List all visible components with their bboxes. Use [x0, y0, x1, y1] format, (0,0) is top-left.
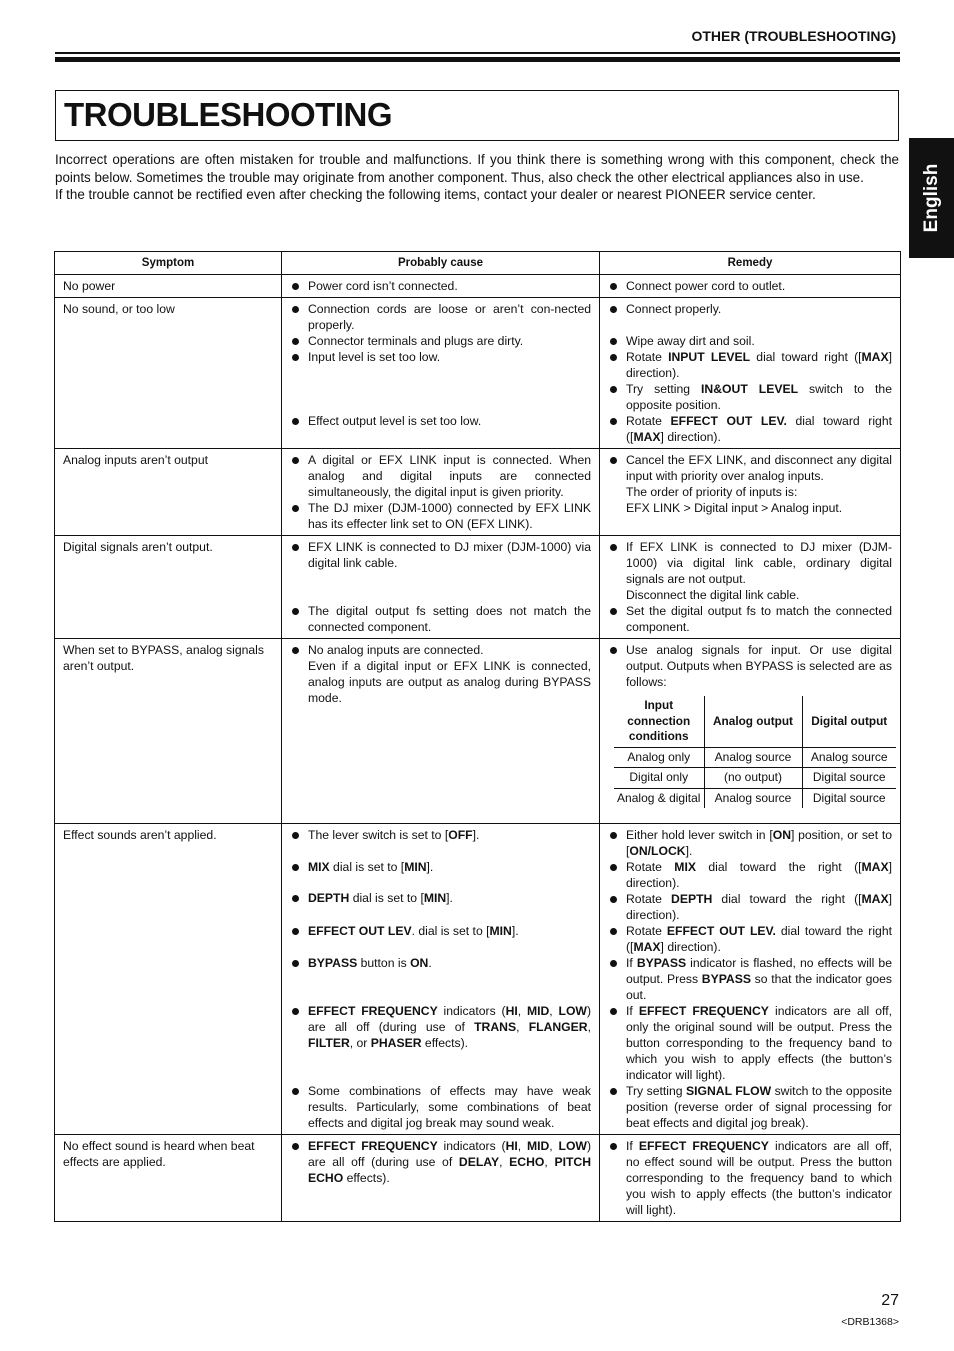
- cause-item: EFFECT FREQUENCY indicators (HI, MID, LOW) are all off (during use of DELAY, ECHO, PITCH ECHO effects).: [290, 1138, 591, 1186]
- spacer: [290, 365, 591, 413]
- symptom-cell: No effect sound is heard when beat effects are applied.: [55, 1135, 282, 1222]
- intro-text: [55, 151, 899, 204]
- remedy-item: Rotate EFFECT OUT LEV. dial toward the right ([MAX] direction).: [608, 923, 892, 955]
- remedy-item: Cancel the EFX LINK, and disconnect any digital input with priority over analog inputs. The order of priority of inputs is: EFX LINK > Digital input > Analog input.: [608, 452, 892, 516]
- spacer: [290, 1051, 591, 1083]
- cause-item: The DJ mixer (DJM-1000) connected by EFX LINK has its effecter link set to ON (EFX LINK).: [290, 500, 591, 532]
- remedy-item: If EFX LINK is connected to DJ mixer (DJM-1000) via digital link cable, ordinary digital signals are not output. Disconnect the digital link cable.: [608, 539, 892, 603]
- bypass-cell: Analog & digital: [614, 788, 704, 808]
- spacer: [290, 571, 591, 603]
- bypass-cell: Digital source: [802, 768, 896, 789]
- remedy-cell: [600, 639, 901, 824]
- table-row: [55, 536, 901, 639]
- spacer: [290, 971, 591, 1003]
- remedy-item: Rotate EFFECT OUT LEV. dial toward right ([MAX] direction).: [608, 413, 892, 445]
- language-tab: [909, 138, 954, 258]
- intro-paragraph-1: Incorrect operations are often mistaken for trouble and malfunctions. If you think there is something wrong with this component, check the points below. Sometimes the trouble may originate from another component. Thus, also check the other electrical appliances also in use.: [55, 152, 899, 185]
- table-row: [55, 1135, 901, 1222]
- header-rule-thick: [55, 57, 900, 62]
- section-title: OTHER (TROUBLESHOOTING): [691, 28, 896, 44]
- table-row: [55, 275, 901, 298]
- bypass-header-input: Input connection conditions: [614, 696, 704, 747]
- cause-item: The lever switch is set to [OFF].: [290, 827, 591, 843]
- remedy-item: Set the digital output fs to match the connected component.: [608, 603, 892, 635]
- cause-item: No analog inputs are connected. Even if a digital input or EFX LINK is connected, analog inputs are output as analog during BYPASS mode.: [290, 642, 591, 706]
- bypass-cell: Digital only: [614, 768, 704, 789]
- intro-paragraph-2: If the trouble cannot be rectified even after checking the following items, contact your dealer or nearest PIONEER service center.: [55, 187, 816, 203]
- remedy-item: If EFFECT FREQUENCY indicators are all off, only the original sound will be output. Press the button corresponding to the frequency band to which you wish to apply effects (the button’s indicator will light).: [608, 1003, 892, 1083]
- cause-item: The digital output fs setting does not match the connected component.: [290, 603, 591, 635]
- spacer: [290, 939, 591, 955]
- cause-cell: [282, 449, 600, 536]
- cause-cell: [282, 275, 600, 298]
- bypass-cell: Analog source: [704, 788, 802, 808]
- header-rule-thin: [55, 52, 900, 54]
- cause-cell: [282, 298, 600, 449]
- remedy-item: Rotate INPUT LEVEL dial toward right ([MAX] direction).: [608, 349, 892, 381]
- cause-item: MIX dial is set to [MIN].: [290, 859, 591, 875]
- remedy-item: Either hold lever switch in [ON] position, or set to [ON/LOCK].: [608, 827, 892, 859]
- remedy-cell: [600, 449, 901, 536]
- cause-item: Connector terminals and plugs are dirty.: [290, 333, 591, 349]
- bypass-cell: Analog source: [802, 747, 896, 768]
- remedy-item: Wipe away dirt and soil.: [608, 333, 892, 349]
- remedy-item: If BYPASS indicator is flashed, no effects will be output. Press BYPASS so that the indicator goes out.: [608, 955, 892, 1003]
- remedy-item: Rotate MIX dial toward the right ([MAX] direction).: [608, 859, 892, 891]
- cause-item: EFX LINK is connected to DJ mixer (DJM-1000) via digital link cable.: [290, 539, 591, 571]
- table-header-row: [55, 252, 901, 275]
- cause-item: A digital or EFX LINK input is connected. When analog and digital inputs are connected simultaneously, the digital input is given priority.: [290, 452, 591, 500]
- cause-item: BYPASS button is ON.: [290, 955, 591, 971]
- table-row: [55, 824, 901, 1135]
- symptom-cell: No sound, or too low: [55, 298, 282, 449]
- cause-cell: [282, 824, 600, 1135]
- cause-item: Input level is set too low.: [290, 349, 591, 365]
- remedy-item: Connect power cord to outlet.: [608, 278, 892, 294]
- cause-cell: [282, 536, 600, 639]
- bypass-row: [614, 747, 896, 768]
- remedy-cell: [600, 536, 901, 639]
- bypass-row: [614, 788, 896, 808]
- spacer: [608, 317, 892, 333]
- cause-item: Effect output level is set too low.: [290, 413, 591, 429]
- bypass-row: [614, 768, 896, 789]
- bypass-cell: (no output): [704, 768, 802, 789]
- cause-item: DEPTH dial is set to [MIN].: [290, 890, 591, 906]
- cause-item: Connection cords are loose or aren’t con-nected properly.: [290, 301, 591, 333]
- spacer: [290, 843, 591, 859]
- cause-item: Some combinations of effects may have weak results. Particularly, some combinations of beat effects and digital jog break may sound weak.: [290, 1083, 591, 1131]
- bypass-cell: Analog only: [614, 747, 704, 768]
- bypass-header-row: [614, 696, 896, 747]
- remedy-item: Connect properly.: [608, 301, 892, 317]
- title-box: [55, 90, 899, 141]
- remedy-item: Try setting IN&OUT LEVEL switch to the opposite position.: [608, 381, 892, 413]
- remedy-item: If EFFECT FREQUENCY indicators are all off, no effect sound will be output. Press the button corresponding to the frequency band to which you wish to apply effects (the button’s indicator will light).: [608, 1138, 892, 1218]
- remedy-cell: [600, 824, 901, 1135]
- language-tab-label: English: [920, 163, 942, 233]
- page-number: 27: [881, 1292, 899, 1309]
- remedy-item: Rotate DEPTH dial toward the right ([MAX] direction).: [608, 891, 892, 923]
- cause-item: EFFECT OUT LEV. dial is set to [MIN].: [290, 923, 591, 939]
- table-row: [55, 449, 901, 536]
- cause-item: Power cord isn’t connected.: [290, 278, 591, 294]
- cause-item: EFFECT FREQUENCY indicators (HI, MID, LOW) are all off (during use of TRANS, FLANGER, FILTER, or PHASER effects).: [290, 1003, 591, 1051]
- remedy-item: Try setting SIGNAL FLOW switch to the opposite position (reverse order of signal processing for beat effects and digital jog break).: [608, 1083, 892, 1131]
- symptom-cell: Effect sounds aren’t applied.: [55, 824, 282, 1135]
- remedy-cell: [600, 298, 901, 449]
- bypass-header-analog: Analog output: [704, 696, 802, 747]
- remedy-cell: [600, 275, 901, 298]
- spacer: [290, 906, 591, 923]
- bypass-header-digital: Digital output: [802, 696, 896, 747]
- header-symptom: Symptom: [55, 252, 282, 275]
- cause-cell: [282, 639, 600, 824]
- document-code: <DRB1368>: [841, 1316, 899, 1328]
- symptom-cell: Analog inputs aren’t output: [55, 449, 282, 536]
- header-cause: Probably cause: [282, 252, 600, 275]
- bypass-output-table: [614, 696, 896, 808]
- table-row: [55, 298, 901, 449]
- bypass-cell: Digital source: [812, 790, 886, 805]
- page-title: TROUBLESHOOTING: [64, 96, 392, 133]
- troubleshooting-table: [54, 251, 901, 1222]
- remedy-item: Use analog signals for input. Or use digital output. Outputs when BYPASS is selected are as follows:: [608, 642, 892, 690]
- spacer: [290, 875, 591, 890]
- symptom-cell: When set to BYPASS, analog signals aren’t output.: [55, 639, 282, 824]
- header-remedy: Remedy: [600, 252, 901, 275]
- table-row: [55, 639, 901, 824]
- symptom-cell: Digital signals aren’t output.: [55, 536, 282, 639]
- symptom-cell: No power: [55, 275, 282, 298]
- bypass-cell: Analog source: [704, 747, 802, 768]
- remedy-cell: [600, 1135, 901, 1222]
- cause-cell: [282, 1135, 600, 1222]
